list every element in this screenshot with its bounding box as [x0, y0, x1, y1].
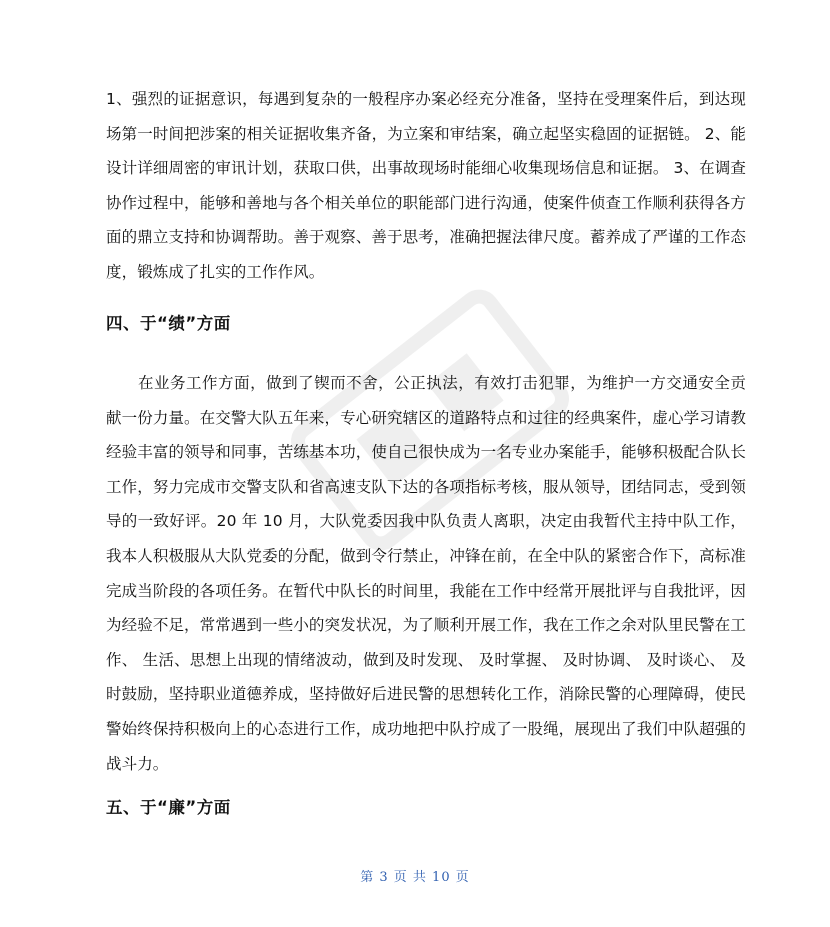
page-number-footer: 第 3 页 共 10 页 — [360, 870, 470, 885]
body-paragraph-achievements: 在业务工作方面，做到了锲而不舍，公正执法，有效打击犯罪，为维护一方交通安全贡献一份力量。在交警大队五年来，专心研究辖区的道路特点和过往的经典案件，虚心学习请教经验丰富的领导和同事，苦练基本功，使自己很快成为一名专业办案能手，能够积极配合队长工作，努力完成市交警支队和省高速支队下达的各项指标考核，服从领导，团结同志，受到领导的一致好评。20 年 10 月，大队党委因我中队负责人离职，决定由我暂代主持中队工作，我本人积极服从大队党委的分配，做到令行禁止，冲锋在前，在全中队的紧密合作下，高标准完成当阶段的各项任务。在暂代中队长的时间里，我能在工作中经常开展批评与自我批评，因为经验不足，常常遇到一些小的突发状况，为了顺利开展工作，我在工作之余对队里民警在工作、 生活、思想上出现的情绪波动，做到及时发现、 及时掌握、 及时协调、 及时谈心、 及时鼓励，坚持职业道德养成，坚持做好后进民警的思想转化工作，消除民警的心理障碍，使民警始终保持积极向上的心态进行工作，成功地把中队拧成了一股绳，展现出了我们中队超强的战斗力。 — [106, 374, 746, 773]
section-heading-integrity: 五、于“廉”方面 — [106, 798, 231, 817]
section-heading-achievements: 四、于“绩”方面 — [106, 314, 231, 333]
body-paragraph-evidence: 1、强烈的证据意识，每遇到复杂的一般程序办案必经充分准备，坚持在受理案件后，到达现场第一时间把涉案的相关证据收集齐备，为立案和审结案，确立起坚实稳固的证据链。 2、能设计详细周密的审讯计划，获取口供，出事故现场时能细心收集现场信息和证据。 3、在调查协作过程中，能够和善地与各个相关单位的职能部门进行沟通，使案件侦查工作顺利获得各方面的鼎立支持和协调帮助。善于观察、善于思考，准确把握法律尺度。蓄养成了严谨的工作态度，锻炼成了扎实的工作作风。 — [106, 90, 746, 281]
